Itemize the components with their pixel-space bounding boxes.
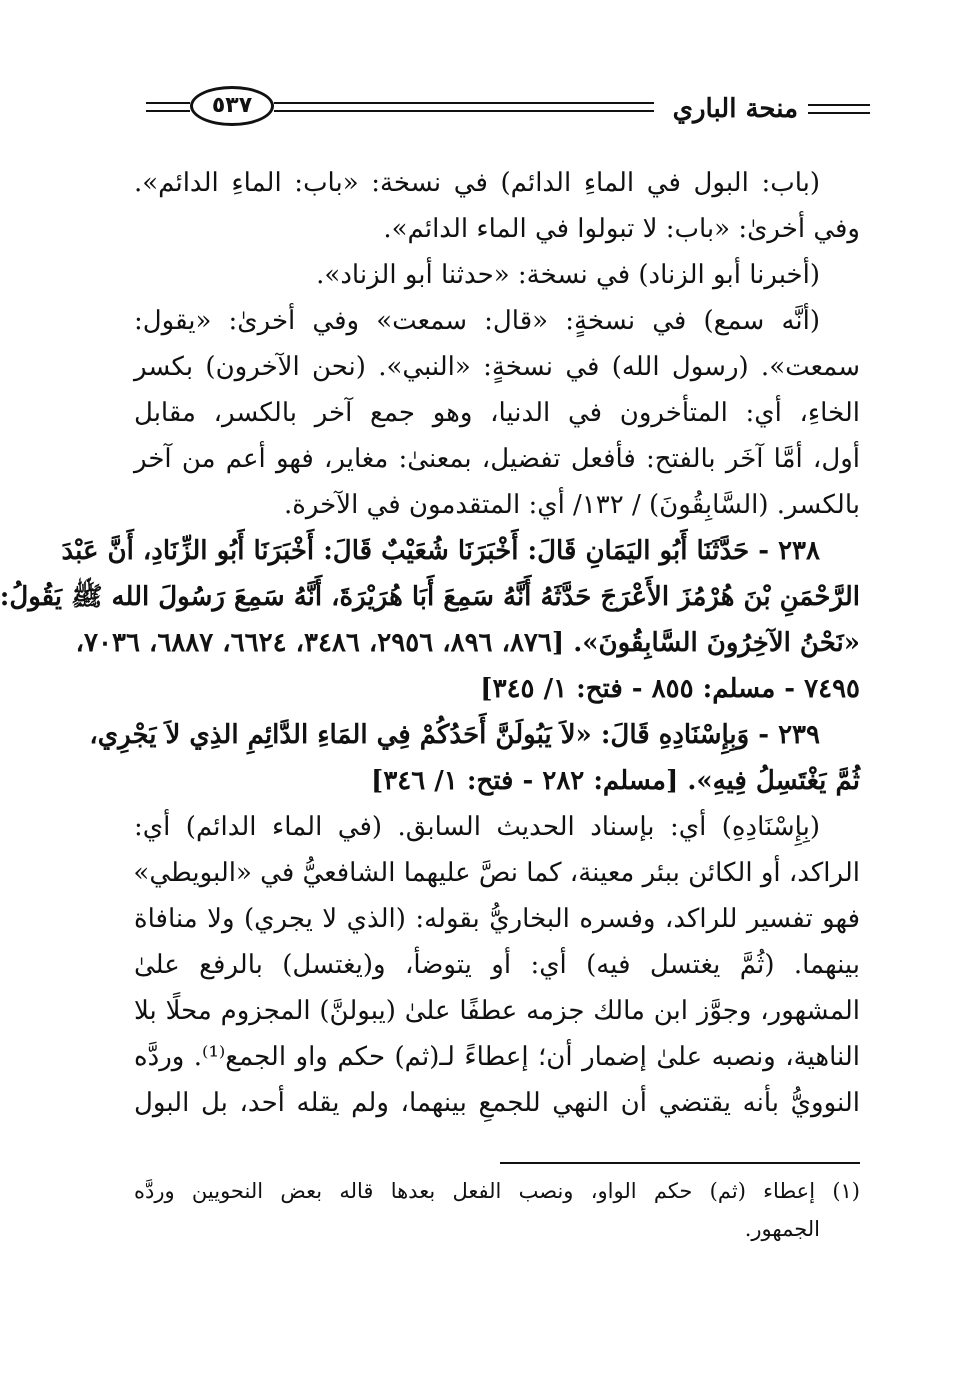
text-line: النوويُّ بأنه يقتضي أن النهي للجمعِ بينهما، ولم يقله أحد، بل البول [134, 1088, 860, 1118]
header-rule-right-bottom [808, 112, 870, 114]
hadith-line: «نَحْنُ الآخِرُونَ السَّابِقُونَ». [٨٧٦، ٨٩٦، ٢٩٥٦، ٣٤٨٦، ٦٦٢٤، ٦٨٨٧، ٧٠٣٦، [75, 628, 860, 658]
footnotes [134, 1172, 860, 1248]
hadith-line: ثُمَّ يَغْتَسِلُ فِيهِ». [مسلم: ٢٨٢ - فتح: ١/ ٣٤٦] [371, 766, 860, 796]
text-line: المشهور، وجوَّز ابن مالك جزمه عطفًا علىٰ (يبولنَّ) المجزوم محلًا بلا [134, 996, 860, 1026]
page-header [146, 86, 870, 134]
hadith-line: ٢٣٩ - وَبِإِسْنَادِهِ قَالَ: «لاَ يَبُولَنَّ أَحَدُكُمْ فِي المَاءِ الدَّائِمِ الذِي لاَ يَجْرِي، [89, 720, 820, 750]
hadith-line: الرَّحْمَنِ بْنَ هُرْمُزَ الأَعْرَجَ حَدَّثَهُ أَنَّهُ سَمِعَ أَبَا هُرَيْرَةَ، أَنَّهُ سَمِعَ رَسُولَ الله ﷺ يَقُولُ: [0, 582, 860, 612]
text-line: (باب: البول في الماءِ الدائم) في نسخة: «باب: الماءِ الدائم». [134, 168, 820, 198]
hadith-line: ٢٣٨ - حَدَّثَنَا أَبُو اليَمَانِ قَالَ: أَخْبَرَنَا شُعَيْبٌ قَالَ: أَخْبَرَنَا أَبُو الزِّنَادِ، أَنَّ عَبْدَ [61, 536, 820, 566]
footnote-line: الجمهور. [744, 1217, 820, 1241]
text-line: فهو تفسير للراكد، وفسره البخاريُّ بقوله: (الذي لا يجري) ولا منافاة [134, 904, 860, 934]
page-number: ٥٣٧ [190, 86, 274, 126]
hadith-239 [89, 712, 860, 804]
hadith-238 [0, 528, 860, 712]
paragraph-3 [134, 298, 860, 528]
header-rule-left-bottom [146, 110, 190, 112]
hadith-line: ٧٤٩٥ - مسلم: ٨٥٥ - فتح: ١/ ٣٤٥] [480, 674, 860, 704]
paragraph-2 [134, 252, 860, 298]
text-line: الناهية، ونصبه علىٰ إضمار أن؛ إعطاءً لـ(ثم) حكم واو الجمع⁽¹⁾. وردَّه [134, 1042, 860, 1072]
header-rule-middle-bottom [274, 110, 654, 112]
text-line: سمعت». (رسول الله) في نسخةٍ: «النبي». (نحن الآخرون) بكسر [134, 352, 860, 382]
text-line: (أخبرنا أبو الزناد) في نسخة: «حدثنا أبو الزناد». [316, 260, 820, 290]
text-line: الخاءِ، أي: المتأخرون في الدنيا، وهو جمع آخر بالكسر، مقابل [134, 398, 860, 428]
text-line: أول، أمَّا آخَر بالفتح: فأفعل تفضيل، بمعنىٰ: مغاير، فهو أعم من آخر [134, 444, 860, 474]
header-rule-middle-top [274, 102, 654, 104]
text-line: (بِإِسْنَادِهِ) أي: بإسناد الحديث السابق. (في الماء الدائم) أي: [134, 812, 820, 842]
text-line: وفي أخرىٰ: «باب: لا تبولوا في الماء الدائم». [383, 214, 860, 244]
footnote-line: (١) إعطاء (ثم) حكم الواو، ونصب الفعل بعدها قاله بعض النحويين وردَّه [134, 1179, 860, 1203]
header-rule-right-top [808, 104, 870, 106]
book-title: منحة الباري [672, 94, 798, 124]
text-line: بالكسر. (السَّابِقُونَ) / ١٣٢/ أي: المتقدمون في الآخرة. [283, 490, 860, 520]
text-line: الراكد، أو الكائن ببئر معينة، كما نصَّ عليهما الشافعيُّ في «البويطي» [133, 858, 860, 888]
paragraph-1 [134, 160, 860, 252]
page-body [0, 160, 860, 1126]
paragraph-4 [134, 804, 860, 1126]
text-line: (أنَّه سمع) في نسخةٍ: «قال: سمعت» وفي أخرىٰ: «يقول: [134, 306, 820, 336]
footnote-separator [500, 1162, 860, 1164]
text-line: بينهما. (ثُمَّ يغتسل فيه) أي: أو يتوضأ، و(يغتسل) بالرفع علىٰ [134, 950, 860, 980]
header-rule-left-top [146, 102, 190, 104]
